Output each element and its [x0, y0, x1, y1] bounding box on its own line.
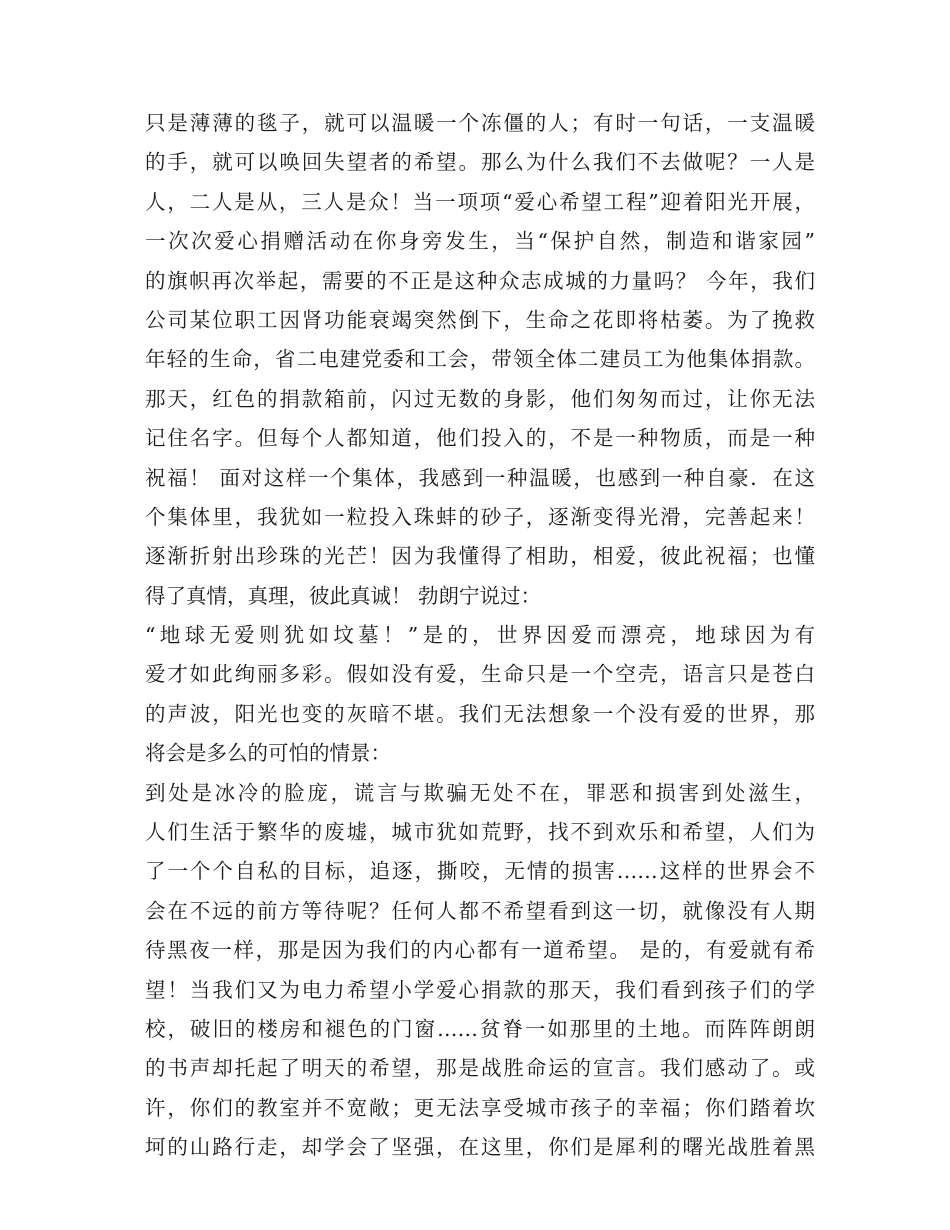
text-line: 个集体里，我犹如一粒投入珠蚌的砂子，逐渐变得光滑，完善起来！	[145, 504, 815, 529]
text-line: 校，破旧的楼房和褪色的门窗……贫脊一如那里的土地。而阵阵朗朗	[145, 1016, 815, 1041]
text-line: 的旗帜再次举起，需要的不正是这种众志成城的力量吗？ 今年，我们	[145, 268, 815, 293]
text-line: 一次次爱心捐赠活动在你身旁发生，当“保护自然，制造和谐家园”	[145, 229, 815, 254]
paragraph-start-line: “地球无爱则犹如坟墓！”是的，世界因爱而漂亮，地球因为有	[145, 623, 815, 648]
text-line: 将会是多么的可怕的情景：	[145, 741, 391, 766]
text-line: 人们生活于繁华的废墟，城市犹如荒野，找不到欢乐和希望，人们为	[145, 820, 815, 845]
text-line: 了一个个自私的目标，追逐，撕咬，无情的损害……这样的世界会不	[145, 859, 815, 884]
text-line: 许，你们的教室并不宽敞；更无法享受城市孩子的幸福；你们踏着坎	[145, 1095, 815, 1120]
text-line: 那天，红色的捐款箱前，闪过无数的身影，他们匆匆而过，让你无法	[145, 386, 815, 411]
text-line: 逐渐折射出珍珠的光芒！因为我懂得了相助，相爱，彼此祝福；也懂	[145, 544, 815, 569]
text-line: 爱才如此绚丽多彩。假如没有爱，生命只是一个空壳，语言只是苍白	[145, 662, 815, 687]
text-line: 会在不远的前方等待呢？任何人都不希望看到这一切，就像没有人期	[145, 898, 815, 923]
text-line: 坷的山路行走，却学会了坚强，在这里，你们是犀利的曙光战胜着黑	[145, 1135, 815, 1160]
text-line: 公司某位职工因肾功能衰竭突然倒下，生命之花即将枯萎。为了挽救	[145, 307, 815, 332]
text-line: 望！当我们又为电力希望小学爱心捐款的那天，我们看到孩子们的学	[145, 977, 815, 1002]
paragraph-start-line: 到处是冰冷的脸庞，谎言与欺骗无处不在，罪恶和损害到处滋生，	[145, 780, 815, 805]
text-line: 记住名字。但每个人都知道，他们投入的，不是一种物质，而是一种	[145, 426, 815, 451]
text-line: 待黑夜一样，那是因为我们的内心都有一道希望。 是的，有爱就有希	[145, 938, 815, 963]
text-line: 只是薄薄的毯子，就可以温暖一个冻僵的人；有时一句话，一支温暖	[145, 111, 815, 135]
text-line: 祝福！ 面对这样一个集体，我感到一种温暖，也感到一种自豪．在这	[145, 465, 815, 490]
text-line: 的声波，阳光也变的灰暗不堪。我们无法想象一个没有爱的世界，那	[145, 701, 815, 726]
text-line: 年轻的生命，省二电建党委和工会，带领全体二建员工为他集体捐款。	[145, 347, 815, 372]
text-line: 得了真情，真理，彼此真诚！ 勃朗宁说过：	[145, 583, 542, 608]
text-line: 的手，就可以唤回失望者的希望。那么为什么我们不去做呢？一人是	[145, 150, 815, 175]
text-line: 的书声却托起了明天的希望，那是战胜命运的宣言。我们感动了。或	[145, 1056, 815, 1081]
body-text	[145, 104, 815, 1168]
text-line: 人，二人是从，三人是众！当一项项“爱心希望工程”迎着阳光开展，	[145, 189, 815, 214]
